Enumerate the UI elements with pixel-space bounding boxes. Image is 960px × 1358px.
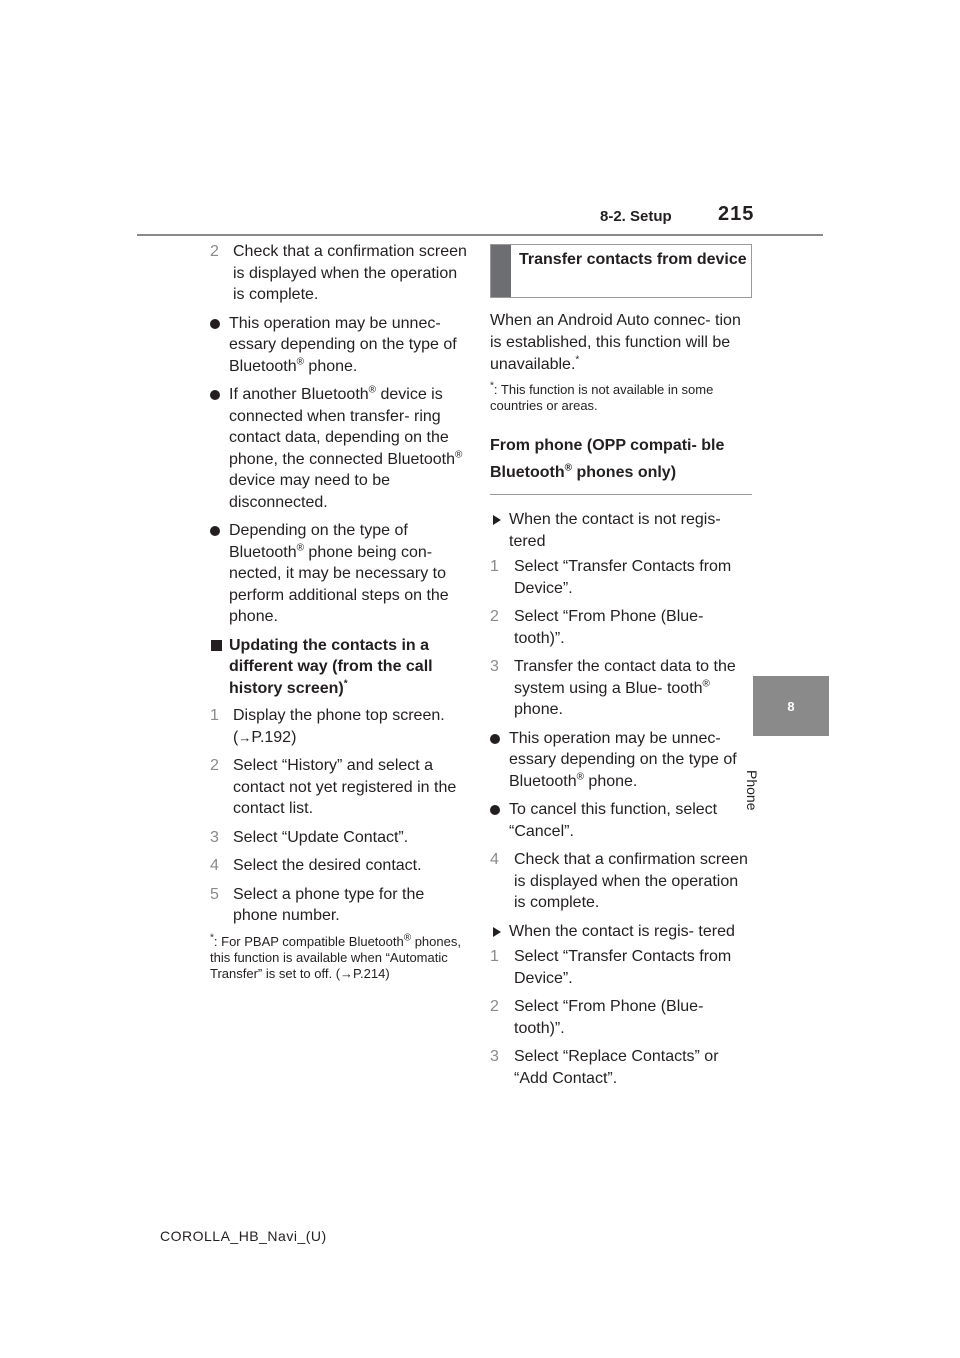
footnote-text: : This function is not available in some countries or areas. (490, 382, 714, 413)
registered-mark: ® (368, 384, 377, 396)
step-text: Transfer the contact data to the system using a Blue- tooth (514, 658, 736, 697)
step-number: 3 (210, 828, 219, 846)
step-item (210, 827, 470, 849)
bullet-text-tail: phone being con- nected, it may be necessary to perform additional steps on the phone. (229, 543, 449, 625)
triangle-right-icon (493, 515, 501, 525)
bullet-text: This operation may be unnec- essary depending on the type of Bluetooth (229, 314, 457, 375)
bullet-text: To cancel this function, select “Cancel”. (509, 801, 718, 840)
step-item (490, 656, 752, 721)
intro-paragraph (490, 310, 752, 376)
bullet-text: Depending on the type of Bluetooth (229, 522, 408, 561)
right-column (490, 244, 752, 1096)
chapter-tab[interactable] (753, 676, 829, 736)
bullet-text-tail: device may need to be disconnected. (229, 472, 390, 511)
footnote-text: : For PBAP compatible Bluetooth (213, 933, 404, 949)
step-number: 2 (210, 757, 219, 774)
step-text: Select “From Phone (Blue- tooth)”. (514, 998, 704, 1037)
step-text: Check that a confirmation screen is displayed when the operation is complete. (514, 851, 748, 911)
step-text: Select “From Phone (Blue- tooth)”. (514, 608, 704, 647)
step-number: 4 (210, 857, 219, 874)
step-item (210, 855, 470, 877)
step-number: 3 (490, 658, 499, 675)
step-item (490, 606, 752, 649)
registered-mark: ® (296, 356, 304, 368)
step-item (490, 1046, 752, 1089)
bullet-text-tail: phone. (303, 357, 358, 375)
arrow-right-icon: → (340, 965, 354, 981)
subheading (210, 635, 470, 700)
step-item (210, 705, 470, 748)
bullet-icon (490, 805, 500, 815)
arrow-right-icon: → (238, 729, 252, 745)
step-item (210, 755, 470, 820)
step-item (210, 884, 470, 927)
registered-mark: ® (296, 542, 304, 554)
square-bullet-icon (211, 640, 222, 651)
bullet-icon (210, 319, 220, 329)
bullet-item (490, 728, 752, 793)
document-id: COROLLA_HB_Navi_(U) (160, 1228, 327, 1244)
left-column (210, 241, 470, 982)
footnote-mark: * (343, 678, 348, 690)
step-number: 3 (490, 1048, 499, 1065)
intro-text: When an Android Auto connec- tion is established, this function will be unavailable. (490, 312, 741, 373)
footnote-mark: * (490, 380, 494, 392)
step-text: Select “Transfer Contacts from Device”. (514, 948, 732, 987)
bullet-text-tail: phone. (583, 772, 638, 790)
section-heading-box (490, 244, 752, 298)
page-number: 215 (718, 203, 755, 225)
case-text: When the contact is regis- tered (509, 922, 735, 940)
step-number: 1 (490, 558, 499, 575)
bullet-text-mid: device is connected when transfer- ring contact data, depending on the phone, the connected Bluetooth (229, 386, 455, 468)
subsection-heading-text: From phone (OPP compati- ble Bluetooth (490, 437, 725, 481)
registered-mark: ® (403, 932, 412, 944)
step-item (490, 849, 752, 914)
case-item (490, 509, 752, 552)
step-text: Select “Update Contact”. (233, 828, 409, 846)
section-heading: Transfer contacts from device (519, 251, 747, 268)
subsection-heading (490, 432, 752, 495)
chapter-number: 8 (787, 698, 795, 714)
heading-bar (491, 245, 511, 297)
step-item (490, 556, 752, 599)
subsection-heading-tail: phones only) (572, 464, 677, 481)
step-number: 2 (490, 998, 499, 1015)
step-number: 1 (210, 707, 219, 724)
chapter-label: Phone (744, 770, 760, 811)
step-item (490, 996, 752, 1039)
footnote-mark: * (575, 354, 580, 366)
step-text: Select “Replace Contacts” or “Add Contact”. (514, 1048, 719, 1087)
bullet-item (490, 799, 752, 842)
footnote (490, 382, 752, 414)
registered-mark: ® (564, 462, 573, 474)
footnote-text-tail: phones, this function is available when “Automatic Transfer” is set to off. ( (210, 933, 461, 981)
page-reference-link[interactable]: P.192 (251, 728, 292, 746)
bullet-item (210, 313, 470, 378)
registered-mark: ® (576, 771, 584, 783)
bullet-icon (210, 526, 220, 536)
step-number: 2 (490, 608, 499, 625)
bullet-icon (490, 734, 500, 744)
bullet-text: This operation may be unnec- essary depending on the type of Bluetooth (509, 729, 737, 790)
bullet-item (210, 520, 470, 628)
step-number: 1 (490, 948, 499, 965)
step-text: Select “History” and select a contact not yet registered in the contact list. (233, 757, 457, 817)
step-number: 4 (490, 851, 499, 868)
step-item (210, 241, 470, 306)
step-text: Check that a confirmation screen is displayed when the operation is complete. (233, 243, 467, 303)
subheading-text: Updating the contacts in a different way (from the call history screen) (229, 636, 433, 697)
step-text: Select the desired contact. (233, 857, 422, 874)
case-text: When the contact is not regis- tered (509, 511, 721, 550)
triangle-right-icon (493, 927, 501, 937)
step-text: Select “Transfer Contacts from Device”. (514, 558, 732, 597)
bullet-icon (210, 390, 220, 400)
step-number: 5 (210, 885, 219, 903)
step-item (490, 946, 752, 989)
bullet-text: If another Bluetooth (229, 386, 369, 403)
step-text-tail: phone. (514, 701, 563, 718)
footnote (210, 934, 470, 982)
header-divider (137, 234, 823, 236)
step-text: Display the phone top screen. ( (233, 707, 445, 746)
section-title: 8-2. Setup (600, 208, 672, 225)
step-text-tail: ) (291, 728, 297, 746)
case-item (490, 921, 752, 943)
page-reference-link[interactable]: P.214 (353, 965, 386, 981)
registered-mark: ® (702, 678, 710, 690)
step-text: Select a phone type for the phone number. (233, 885, 425, 924)
footnote-close: ) (385, 965, 390, 981)
registered-mark: ® (454, 449, 463, 461)
bullet-item (210, 384, 470, 513)
step-number: 2 (210, 243, 219, 260)
footnote-mark: * (210, 932, 214, 944)
